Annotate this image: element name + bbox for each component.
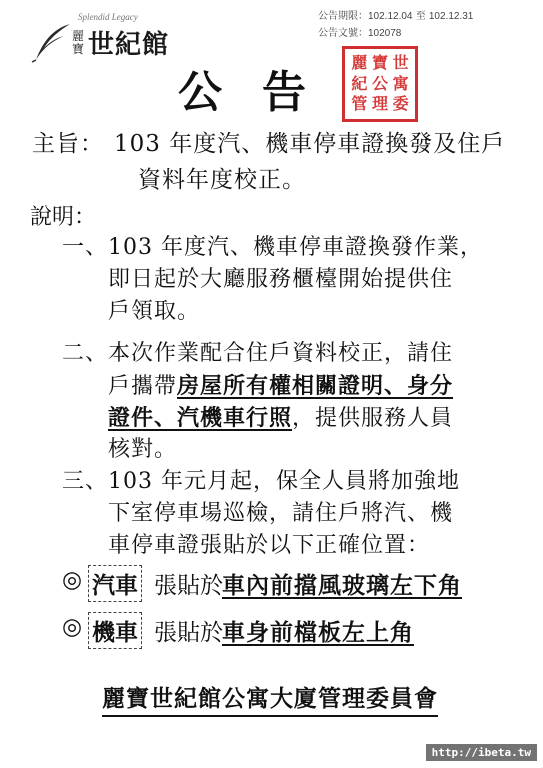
item-number: 三、 bbox=[62, 469, 109, 494]
seal-char: 公 bbox=[371, 73, 388, 93]
item-line: 103 年度汽、機車停車證換發作業， bbox=[108, 235, 483, 260]
seal-characters bbox=[349, 53, 411, 115]
seal-char: 寓 bbox=[392, 73, 409, 93]
period-to: 至 bbox=[415, 11, 426, 22]
logo-script-text: Splendid Legacy bbox=[78, 12, 138, 22]
seal-char: 寶 bbox=[371, 53, 388, 72]
seal-char: 世 bbox=[392, 53, 409, 72]
feather-icon bbox=[30, 20, 74, 64]
item-line bbox=[108, 370, 453, 403]
seal-char: 紀 bbox=[351, 73, 368, 93]
seal-char: 理 bbox=[371, 94, 388, 114]
placement-action: 張貼於 bbox=[154, 620, 223, 646]
required-documents-cont: 證件、汽機車行照 bbox=[108, 405, 293, 431]
period-end: 102.12.31 bbox=[428, 11, 474, 22]
subject-line-2: 資料年度校正。 bbox=[138, 167, 306, 193]
placement-position: 車身前檔板左上角 bbox=[222, 619, 414, 646]
item-line: 核對。 bbox=[108, 437, 178, 462]
notice-doc-number bbox=[318, 25, 473, 42]
placement-position: 車內前擋風玻璃左下角 bbox=[222, 572, 462, 599]
item-text: 戶攜帶 bbox=[108, 374, 178, 399]
item-text: ，提供服務人員 bbox=[292, 406, 454, 431]
issuer-signature: 麗寶世紀館公寓大廈管理委員會 bbox=[102, 680, 438, 717]
subject-label: 主旨： bbox=[32, 131, 104, 157]
explanation-label: 說明： bbox=[30, 205, 97, 230]
bullet-mark: ◎ bbox=[62, 614, 83, 640]
page-title: 公告 bbox=[178, 67, 346, 118]
item-line: 車停車證張貼於以下正確位置： bbox=[108, 533, 431, 558]
item-line: 即日起於大廳服務櫃檯開始提供住 bbox=[108, 267, 454, 292]
seal-char: 管 bbox=[351, 94, 368, 114]
seal-char: 委 bbox=[392, 94, 409, 114]
period-label: 公告期限： bbox=[318, 11, 368, 22]
seal-char: 麗 bbox=[351, 53, 368, 72]
logo-brand: 世紀館 bbox=[88, 30, 170, 60]
item-number: 一、 bbox=[62, 235, 109, 260]
watermark-url: http://ibeta.tw bbox=[426, 744, 537, 761]
notice-period bbox=[318, 8, 473, 25]
item-line: 103 年元月起，保全人員將加強地 bbox=[108, 469, 460, 494]
logo bbox=[30, 6, 200, 66]
item-line: 本次作業配合住戶資料校正，請住 bbox=[108, 341, 454, 366]
vehicle-type: 機車 bbox=[88, 612, 142, 649]
placement-action: 張貼於 bbox=[154, 573, 223, 599]
official-seal bbox=[342, 46, 418, 122]
doc-label: 公告文號： bbox=[318, 28, 368, 39]
item-line: 戶領取。 bbox=[108, 299, 201, 324]
vehicle-type: 汽車 bbox=[88, 565, 142, 602]
subject-line-1: 103 年度汽、機車停車證換發及住戶 bbox=[114, 131, 506, 157]
doc-number: 102078 bbox=[368, 28, 402, 39]
period-start: 102.12.04 bbox=[368, 11, 413, 22]
notice-meta bbox=[318, 8, 473, 42]
item-line: 下室停車場巡檢，請住戶將汽、機 bbox=[108, 501, 454, 526]
logo-name: 麗寶 bbox=[72, 29, 85, 56]
item-line bbox=[108, 402, 453, 435]
item-number: 二、 bbox=[62, 341, 109, 366]
required-documents: 房屋所有權相關證明、身分 bbox=[177, 373, 454, 399]
bullet-mark: ◎ bbox=[62, 567, 83, 593]
